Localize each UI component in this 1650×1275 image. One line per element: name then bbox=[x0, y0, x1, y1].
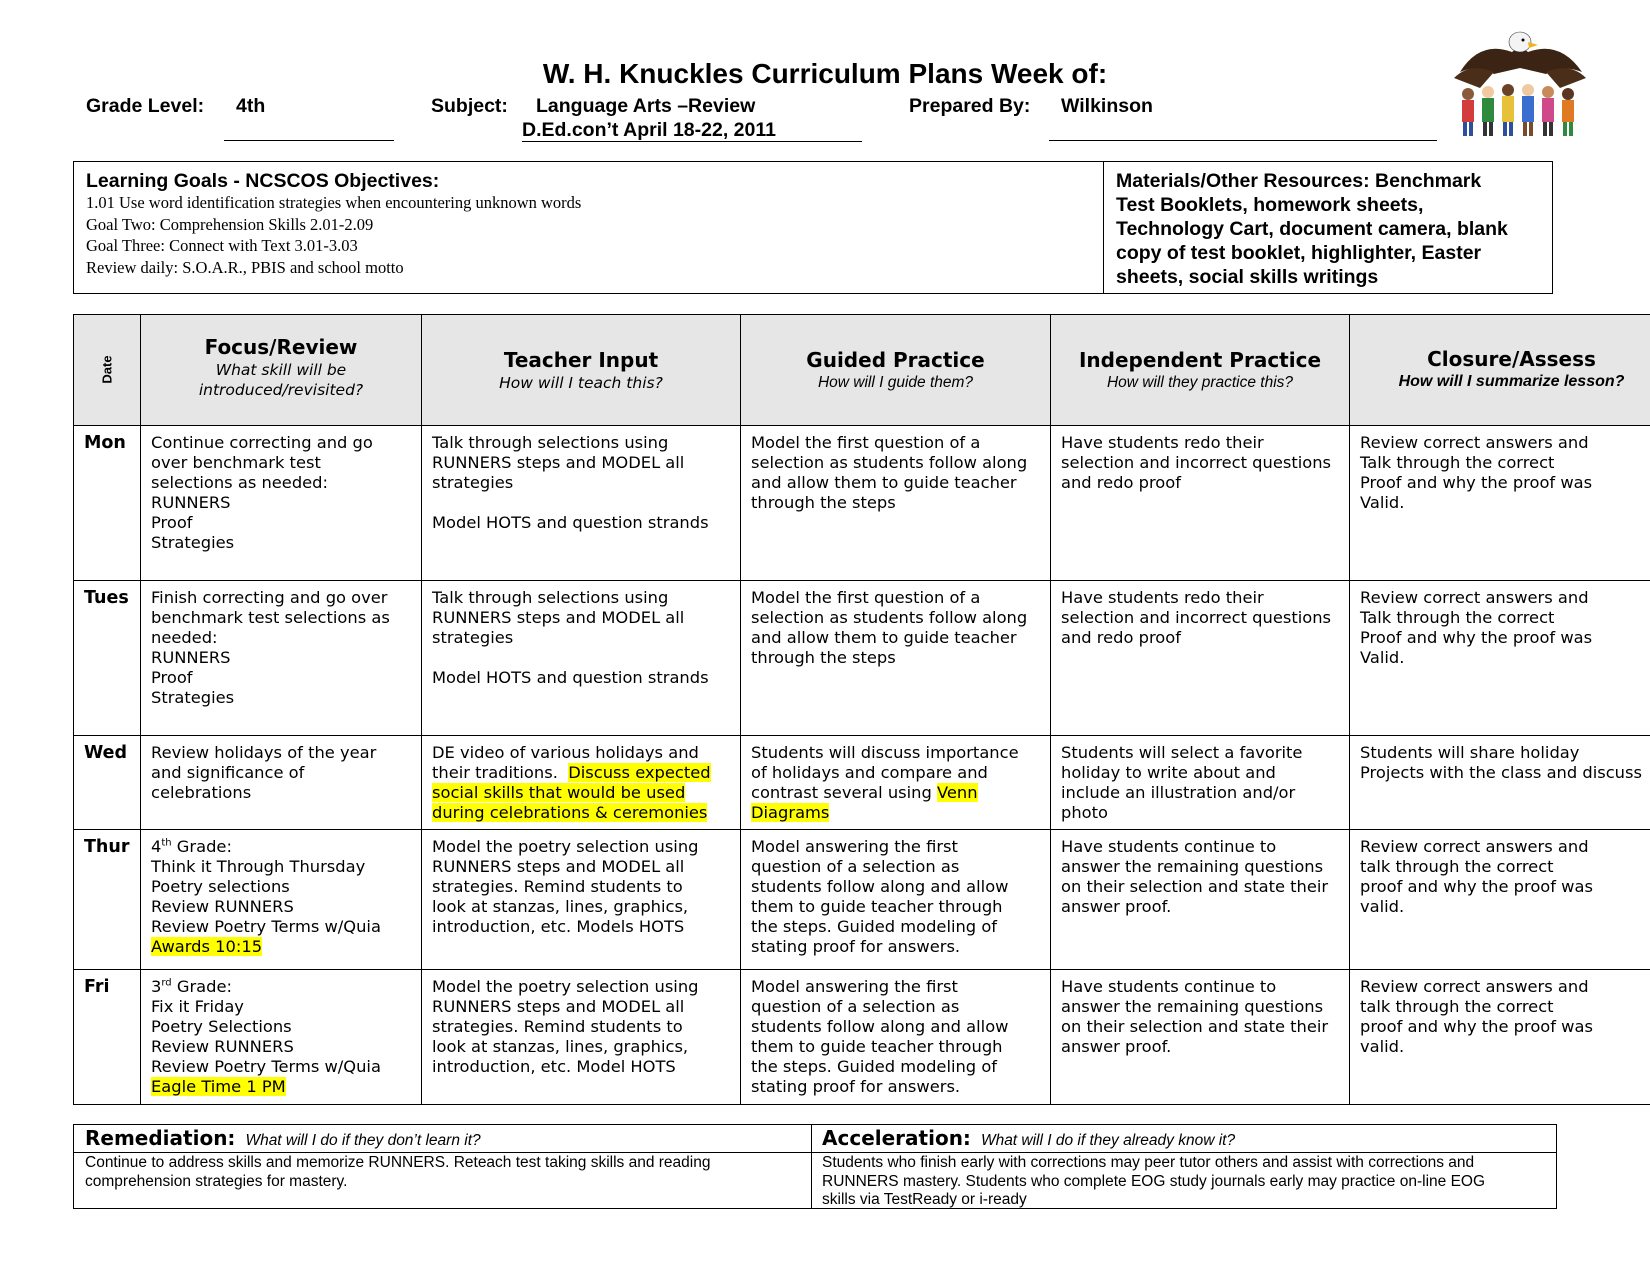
acceleration-heading bbox=[822, 1126, 1235, 1150]
column-title: Independent Practice bbox=[1078, 347, 1322, 372]
cell-line: Have students redo their bbox=[1061, 433, 1264, 452]
cell-line: Review correct answers and bbox=[1360, 433, 1589, 452]
learning-goals-box bbox=[73, 161, 1553, 294]
grade-text: Grade: bbox=[171, 977, 232, 996]
closure-cell bbox=[1350, 736, 1650, 830]
eagle-logo-icon bbox=[1450, 22, 1590, 142]
goal-line: Review daily: S.O.A.R., PBIS and school motto bbox=[86, 257, 404, 277]
subject-value-line1: Language Arts –Review bbox=[536, 95, 756, 117]
cell-line bbox=[432, 763, 730, 783]
teacher-input-column-header bbox=[422, 315, 741, 426]
cell-line: stating proof for answers. bbox=[751, 937, 961, 956]
cell-line: question of a selection as bbox=[751, 857, 960, 876]
cell-line: Model the poetry selection using bbox=[432, 977, 699, 996]
cell-line: Review RUNNERS bbox=[151, 897, 294, 916]
column-subtitle: How will I guide them? bbox=[817, 373, 974, 391]
grade-suffix: th bbox=[161, 837, 172, 849]
table-row-mon bbox=[74, 426, 1650, 581]
cell-line: Review Poetry Terms w/Quia bbox=[151, 917, 381, 936]
highlighted-text: Awards 10:15 bbox=[151, 937, 263, 956]
day-cell: Thur bbox=[74, 830, 141, 970]
cell-line: selection and incorrect questions bbox=[1061, 453, 1332, 472]
cell-line: Students will select a favorite bbox=[1061, 743, 1303, 762]
cell-line: RUNNERS steps and MODEL all bbox=[432, 857, 685, 876]
guided-practice-cell bbox=[741, 736, 1051, 830]
cell-line: strategies bbox=[432, 473, 514, 492]
cell-line: and allow them to guide teacher bbox=[751, 473, 1017, 492]
day-cell: Mon bbox=[74, 426, 141, 581]
acceleration-body: Students who finish early with corrections may peer tutor others and assist with corrections and RUNNERS mastery. Students who complete EOG study journals early may practice on-line EOG skills via TestReady or i-ready bbox=[822, 1154, 1486, 1208]
cell-line: RUNNERS steps and MODEL all bbox=[432, 997, 685, 1016]
cell-line: photo bbox=[1061, 803, 1108, 822]
guided-practice-cell bbox=[741, 970, 1051, 1105]
cell-line: and significance of bbox=[151, 763, 305, 782]
highlighted-text: Venn bbox=[937, 783, 978, 802]
prepared-by-value: Wilkinson bbox=[1061, 95, 1153, 117]
cell-line bbox=[151, 977, 411, 997]
independent-practice-cell bbox=[1051, 736, 1350, 830]
remediation-question: What will I do if they don’t learn it? bbox=[245, 1132, 481, 1149]
cell-line: Talk through selections using bbox=[432, 433, 669, 452]
cell-line: RUNNERS steps and MODEL all bbox=[432, 608, 685, 627]
materials-section bbox=[1104, 162, 1552, 293]
cell-line: through the steps bbox=[751, 493, 896, 512]
cell-line: strategies. Remind students to bbox=[432, 1017, 683, 1036]
teacher-input-cell bbox=[422, 736, 741, 830]
focus-cell bbox=[141, 970, 422, 1105]
teacher-input-cell bbox=[422, 581, 741, 736]
grade-text: Grade: bbox=[171, 837, 232, 856]
cell-line: valid. bbox=[1360, 1037, 1405, 1056]
teacher-input-cell bbox=[422, 970, 741, 1105]
cell-line: stating proof for answers. bbox=[751, 1077, 961, 1096]
cell-line: selections as needed: bbox=[151, 473, 328, 492]
cell-line: and redo proof bbox=[1061, 628, 1181, 647]
cell-line: Strategies bbox=[151, 533, 235, 552]
materials-line: sheets, social skills writings bbox=[1116, 266, 1379, 288]
cell-line bbox=[751, 783, 1040, 803]
closure-cell bbox=[1350, 426, 1650, 581]
cell-line: introduction, etc. Models HOTS bbox=[432, 917, 685, 936]
table-row-thur bbox=[74, 830, 1650, 970]
cell-line: question of a selection as bbox=[751, 997, 960, 1016]
cell-line: proof and why the proof was bbox=[1360, 1017, 1593, 1036]
highlighted-text: Diagrams bbox=[751, 803, 830, 822]
focus-cell bbox=[141, 426, 422, 581]
acceleration-title: Acceleration: bbox=[822, 1126, 971, 1150]
subject-underline bbox=[522, 141, 862, 142]
column-subtitle: How will I teach this? bbox=[499, 373, 663, 392]
cell-line: Proof and why the proof was bbox=[1360, 628, 1593, 647]
column-title: Teacher Input bbox=[503, 347, 659, 372]
table-row-fri bbox=[74, 970, 1650, 1105]
cell-line: students follow along and allow bbox=[751, 877, 1009, 896]
cell-line bbox=[751, 803, 1040, 823]
independent-practice-cell bbox=[1051, 426, 1350, 581]
cell-line: Valid. bbox=[1360, 493, 1405, 512]
cell-line bbox=[151, 1077, 411, 1097]
cell-line: needed: bbox=[151, 628, 218, 647]
column-subtitle: How will I summarize lesson? bbox=[1398, 373, 1625, 390]
materials-line: Materials/Other Resources: Benchmark bbox=[1116, 170, 1482, 192]
focus-cell bbox=[141, 830, 422, 970]
column-subtitle: What skill will be bbox=[215, 361, 347, 379]
cell-line bbox=[432, 783, 730, 803]
guided-practice-cell bbox=[741, 426, 1051, 581]
teacher-input-cell bbox=[422, 830, 741, 970]
highlighted-text: social skills that would be used bbox=[432, 783, 686, 802]
cell-line: Have students continue to bbox=[1061, 977, 1277, 996]
weekly-plan-table bbox=[73, 314, 1650, 1105]
cell-line: answer proof. bbox=[1061, 897, 1172, 916]
remediation-divider bbox=[811, 1125, 812, 1208]
grade-level-value: 4th bbox=[236, 95, 266, 117]
cell-line: Proof bbox=[151, 668, 193, 687]
cell-line: and redo proof bbox=[1061, 473, 1181, 492]
focus-cell bbox=[141, 581, 422, 736]
prepared-by-label: Prepared By: bbox=[909, 95, 1031, 117]
grade-level-label: Grade Level: bbox=[86, 95, 205, 117]
cell-text: contrast several using bbox=[751, 783, 938, 802]
remediation-heading bbox=[85, 1126, 481, 1150]
learning-goals-section bbox=[74, 162, 1104, 293]
cell-line: Have students redo their bbox=[1061, 588, 1264, 607]
cell-line: Review holidays of the year bbox=[151, 743, 377, 762]
cell-line bbox=[432, 648, 730, 668]
goal-line: Goal Three: Connect with Text 3.01-3.03 bbox=[86, 236, 358, 255]
cell-line: talk through the correct bbox=[1360, 997, 1554, 1016]
cell-line: Continue correcting and go bbox=[151, 433, 373, 452]
cell-line: introduction, etc. Model HOTS bbox=[432, 1057, 676, 1076]
focus-cell bbox=[141, 736, 422, 830]
cell-line: Review RUNNERS bbox=[151, 1037, 294, 1056]
focus-column-header bbox=[141, 315, 422, 426]
independent-practice-cell bbox=[1051, 970, 1350, 1105]
page-title: W. H. Knuckles Curriculum Plans Week of: bbox=[542, 58, 1108, 89]
column-title: Closure/Assess bbox=[1427, 347, 1596, 371]
guided-practice-column-header bbox=[741, 315, 1051, 426]
cell-line: over benchmark test bbox=[151, 453, 321, 472]
cell-line: of holidays and compare and bbox=[751, 763, 988, 782]
remediation-title: Remediation: bbox=[85, 1126, 236, 1150]
cell-line: them to guide teacher through bbox=[751, 897, 1003, 916]
materials-line: Technology Cart, document camera, blank bbox=[1116, 218, 1508, 240]
highlighted-text: Eagle Time 1 PM bbox=[151, 1077, 286, 1096]
cell-line: Model the first question of a bbox=[751, 588, 981, 607]
cell-line: Projects with the class and discuss bbox=[1360, 763, 1642, 782]
materials-line: copy of test booklet, highlighter, Easter bbox=[1116, 242, 1482, 264]
cell-line: through the steps bbox=[751, 648, 896, 667]
column-subtitle: introduced/revisited? bbox=[198, 381, 364, 399]
cell-line: on their selection and state their bbox=[1061, 877, 1329, 896]
guided-practice-cell bbox=[741, 830, 1051, 970]
cell-line: Model answering the first bbox=[751, 837, 958, 856]
cell-line: Talk through selections using bbox=[432, 588, 669, 607]
closure-column-header bbox=[1350, 315, 1650, 426]
cell-line: Fix it Friday bbox=[151, 997, 244, 1016]
independent-practice-column-header bbox=[1051, 315, 1350, 426]
cell-line: benchmark test selections as bbox=[151, 608, 390, 627]
cell-line: selection as students follow along bbox=[751, 453, 1028, 472]
cell-line: Model HOTS and question strands bbox=[432, 513, 709, 532]
goal-line: 1.01 Use word identification strategies when encountering unknown words bbox=[86, 193, 582, 212]
cell-line: Students will discuss importance bbox=[751, 743, 1019, 762]
cell-line: selection and incorrect questions bbox=[1061, 608, 1332, 627]
cell-line: Model HOTS and question strands bbox=[432, 668, 709, 687]
cell-line: Think it Through Thursday bbox=[151, 857, 366, 876]
cell-line: Poetry selections bbox=[151, 877, 290, 896]
cell-line: strategies. Remind students to bbox=[432, 877, 683, 896]
column-subtitle: How will they practice this? bbox=[1106, 373, 1294, 391]
remediation-acceleration-box bbox=[73, 1124, 1557, 1209]
cell-line bbox=[432, 803, 730, 823]
cell-line: Model the poetry selection using bbox=[432, 837, 699, 856]
guided-practice-cell bbox=[741, 581, 1051, 736]
cell-line: DE video of various holidays and bbox=[432, 743, 699, 762]
cell-line: answer proof. bbox=[1061, 1037, 1172, 1056]
day-cell: Fri bbox=[74, 970, 141, 1105]
independent-practice-cell bbox=[1051, 830, 1350, 970]
teacher-input-cell bbox=[422, 426, 741, 581]
table-row-wed bbox=[74, 736, 1650, 830]
cell-text: their traditions. bbox=[432, 763, 569, 782]
column-title: Focus/Review bbox=[204, 335, 358, 359]
highlighted-text: Discuss expected bbox=[568, 763, 711, 782]
remediation-body: Continue to address skills and memorize RUNNERS. Reteach test taking skills and reading comprehension strategies for mastery. bbox=[85, 1154, 711, 1190]
cell-line: them to guide teacher through bbox=[751, 1037, 1003, 1056]
cell-line: and allow them to guide teacher bbox=[751, 628, 1017, 647]
table-row-tues bbox=[74, 581, 1650, 736]
cell-line bbox=[151, 937, 411, 957]
grade-number: 4 bbox=[151, 837, 162, 856]
cell-line: look at stanzas, lines, graphics, bbox=[432, 1037, 689, 1056]
cell-line: proof and why the proof was bbox=[1360, 877, 1593, 896]
cell-line: RUNNERS steps and MODEL all bbox=[432, 453, 685, 472]
column-title: Guided Practice bbox=[806, 347, 985, 372]
cell-line: Review Poetry Terms w/Quia bbox=[151, 1057, 381, 1076]
cell-line: RUNNERS bbox=[151, 648, 231, 667]
independent-practice-cell bbox=[1051, 581, 1350, 736]
cell-line: include an illustration and/or bbox=[1061, 783, 1296, 802]
learning-goals-heading: Learning Goals - NCSCOS Objectives: bbox=[86, 170, 440, 192]
cell-line: Model the first question of a bbox=[751, 433, 981, 452]
date-column-header bbox=[74, 315, 141, 426]
grade-suffix: rd bbox=[161, 977, 172, 989]
cell-line: the steps. Guided modeling of bbox=[751, 917, 998, 936]
subject-label: Subject: bbox=[431, 95, 508, 117]
date-label: Date bbox=[99, 355, 115, 384]
cell-line: valid. bbox=[1360, 897, 1405, 916]
acceleration-question: What will I do if they already know it? bbox=[980, 1132, 1236, 1149]
cell-line: RUNNERS bbox=[151, 493, 231, 512]
cell-line: Finish correcting and go over bbox=[151, 588, 388, 607]
closure-cell bbox=[1350, 581, 1650, 736]
cell-line: look at stanzas, lines, graphics, bbox=[432, 897, 689, 916]
cell-line: answer the remaining questions bbox=[1061, 997, 1324, 1016]
cell-line bbox=[151, 837, 411, 857]
cell-line: Proof bbox=[151, 513, 193, 532]
cell-line: holiday to write about and bbox=[1061, 763, 1276, 782]
cell-line: Talk through the correct bbox=[1360, 608, 1555, 627]
table-header-row bbox=[74, 315, 1650, 426]
day-cell: Wed bbox=[74, 736, 141, 830]
goal-line: Goal Two: Comprehension Skills 2.01-2.09 bbox=[86, 214, 374, 234]
cell-line: Model answering the first bbox=[751, 977, 958, 996]
closure-cell bbox=[1350, 970, 1650, 1105]
cell-line: Proof and why the proof was bbox=[1360, 473, 1593, 492]
cell-line: Review correct answers and bbox=[1360, 977, 1589, 996]
cell-line: on their selection and state their bbox=[1061, 1017, 1329, 1036]
cell-line: Have students continue to bbox=[1061, 837, 1277, 856]
highlighted-text: during celebrations & ceremonies bbox=[432, 803, 708, 822]
day-cell: Tues bbox=[74, 581, 141, 736]
cell-line: Review correct answers and bbox=[1360, 837, 1589, 856]
cell-line: Review correct answers and bbox=[1360, 588, 1589, 607]
cell-line: talk through the correct bbox=[1360, 857, 1554, 876]
grade-number: 3 bbox=[151, 977, 162, 996]
closure-cell bbox=[1350, 830, 1650, 970]
cell-line: Talk through the correct bbox=[1360, 453, 1555, 472]
materials-line: Test Booklets, homework sheets, bbox=[1116, 194, 1424, 216]
cell-line: students follow along and allow bbox=[751, 1017, 1009, 1036]
subject-value-line2: D.Ed.con’t April 18-22, 2011 bbox=[522, 119, 776, 141]
cell-line bbox=[432, 493, 730, 513]
cell-line: answer the remaining questions bbox=[1061, 857, 1324, 876]
cell-line: selection as students follow along bbox=[751, 608, 1028, 627]
cell-line: Students will share holiday bbox=[1360, 743, 1580, 762]
prepared-underline bbox=[1049, 140, 1437, 141]
cell-line: Valid. bbox=[1360, 648, 1405, 667]
grade-underline bbox=[224, 140, 394, 141]
cell-line: celebrations bbox=[151, 783, 252, 802]
cell-line: Strategies bbox=[151, 688, 235, 707]
cell-line: the steps. Guided modeling of bbox=[751, 1057, 998, 1076]
cell-line: strategies bbox=[432, 628, 514, 647]
cell-line: Poetry Selections bbox=[151, 1017, 292, 1036]
